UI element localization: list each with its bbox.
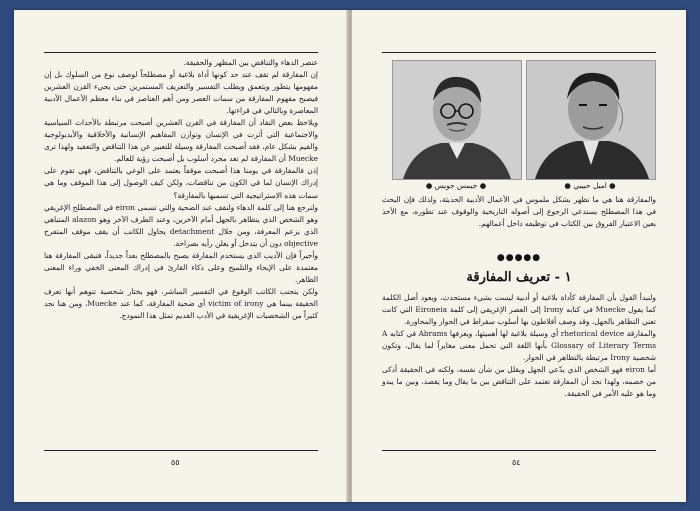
paragraph: أما eiron فهو الشخص الذي يدّعي الجهل ويقلل من شأن نفسه، ولكنه في الحقيقة أذكى من خصمه، ولهذا نجد أن المفارقة تعتمد على التناقض بين ما يقال وما يقصد، وبين ما يبدو وما هو عليه الأمر في الحقيقة. [382,365,656,399]
section-body-text [382,292,656,444]
header-rule [382,52,656,53]
footer-rule [382,450,656,451]
intro-text [382,194,656,246]
paragraph: ولكن يتجنب الكاتب الوقوع في التفسير المباشر، فهو يختار شخصية تتوهم أنها تعرف الحقيقة بينما هي victim of irony أي ضحية المفارقة، كما عند Muecke، ومن هنا نجد كثيراً من الشخصيات الإغريقية في الأدب القديم تمثل هذا النموذج. [44,286,318,320]
page-number: ٥٤ [512,458,521,467]
paragraph: عنصر الدهاء والتناقض بين المظهر والحقيقة. [183,58,318,67]
portrait-habibi-image [527,61,655,179]
footer-rule [44,450,318,451]
photo-caption: ● اميل حبيبي ● [564,181,616,190]
paragraph: ولنرجع هنا إلى كلمة الدهاء ولنقف عند الضحية والتي تسمى eiron في المصطلح الإغريقي وهو الشخص الذي يتظاهر بالجهل أمام الآخرين، وعند الطرف الآخر وهو alazon المتباهي الذي يزعم المعرفة، ومن خلال detachment يحاول الكاتب أن يقف موقف المتفرج objective دون أن يتدخل أو يعلن رأيه بصراحة. [44,202,318,248]
paragraph: والمفارقة هنا هي ما تظهر بشكل ملموس في الأعمال الأدبية الحديثة، ولذلك فإن البحث في هذا المصطلح يستدعي الرجوع إلى أصوله التاريخية والوقوف عند تطوره، مع الأخذ بعين الاعتبار الفروق بين الكتاب في توظيفه داخل أعمالهم. [382,195,656,229]
section-heading: ١ - تعريف المفارقة [466,270,572,285]
portrait-joyce-image [393,61,521,179]
left-page [14,10,348,502]
caption-text: اميل حبيبي [573,181,607,190]
book-spread [14,10,686,502]
paragraph: والمفارقة rhetorical device أي وسيلة بلاغية لها أهميتها، ويعرفها Abrams في كتابه A Glossary of Literary Terms بأنها اللغة التي تحمل معنى مغايراً لما يقال، وتكون شخصية Irony مرتبطة بالتظاهر في الحوار. [382,329,656,363]
left-page-text [44,57,318,442]
portrait-photo-joyce [392,60,522,180]
paragraph: إن المفارقة لم تقف عند حد كونها أداة بلاغية أو مصطلحاً لوصف نوع من السلوك بل إن مفهومها يتطور ويتعمق ويطلب التفسير والتعريف المستمرين حتى يجيء القرن العشرين فيصبح مفهوم المفارقة من سمات العصر ومن أهم العناصر في بناء معظم الأعمال الأدبية المعاصرة وبالتالي في قراءتها. [44,70,318,116]
paragraph: إذن فالمفارقة في يومنا هذا أصبحت موقفاً يعتمد على الوعي بالتناقض، فهي تقوم على إدراك الإنسان لما في الكون من تناقضات، ولكن كيف الوصول إلى هذا الموقف وما هي سمات هذه الاستراتيجية التي تسميها بالمفارقة؟ [44,166,318,200]
photo-caption: ● جيمس جويس ● [425,181,487,190]
paragraph: وأخيراً فإن الأديب الذي يستخدم المفارقة يصبح بالمصطلح بعداً جديداً، فتبقى المفارقة هنا معتمدة على الإيحاء والتلميح وعلى ذكاء القارئ في إدراك المعنى الخفي وراء المعنى الظاهر. [44,250,318,284]
paragraph: ولنبدأ القول بأن المفارقة كأداة بلاغية أو أدبية ليست بشيء مستحدث، ويعود أصل الكلمة كما يقول Muecke في كتابه Irony إلى العصر الإغريقي إلى كلمة Eironeia التي كانت تعني التظاهر بالجهل، وقد وصف أفلاطون بها أسلوب سقراط في الحوار والمحاورة. [382,293,656,327]
right-page [352,10,686,502]
caption-text: جيمس جويس [434,181,478,190]
section-separator: ●●●●● [496,253,542,263]
portrait-photo-habibi [526,60,656,180]
paragraph: ويلاحظ بعض النقاد أن المفارقة في القرن العشرين أصبحت مرتبطة بالأحداث السياسية والاجتماعية التي أثرت في الإنسان وتوازن المفاهيم الإنسانية والأخلاقية والأيديولوجية والقيم بشكل عام، فقد أصبحت المفارقة وسيلة للتعبير عن هذا التناقض والتعقيد ولهذا ترى Muecke أن المفارقة لم تعد مجرد أسلوب بل أصبحت رؤية للعالم. [44,118,318,164]
header-rule [44,52,318,53]
page-number: ٥٥ [171,458,180,467]
